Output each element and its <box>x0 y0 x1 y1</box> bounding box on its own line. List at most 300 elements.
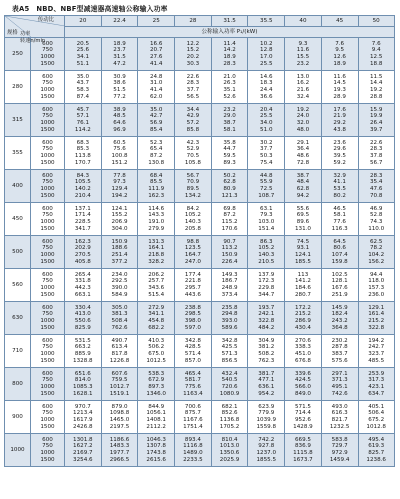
power-cell <box>101 71 138 104</box>
power-value: 164.7 <box>184 252 201 258</box>
power-rating-table <box>4 15 395 467</box>
power-cell <box>138 38 175 71</box>
power-value: 1080.9 <box>219 390 240 397</box>
power-cell <box>65 269 102 302</box>
power-value: 124.1 <box>111 205 128 212</box>
power-value: 155.2 <box>111 212 128 219</box>
power-value: 52.3 <box>149 139 163 146</box>
power-cell <box>248 203 285 236</box>
speed-cell <box>31 203 65 236</box>
power-value: 129.4 <box>111 186 128 192</box>
power-value: 23.2 <box>223 106 236 113</box>
power-cell <box>175 368 212 401</box>
power-value: 952.6 <box>294 417 311 423</box>
power-value: 495.1 <box>331 384 348 390</box>
power-value: 506.2 <box>148 344 165 351</box>
power-cell <box>248 434 285 467</box>
power-value: 1226.8 <box>109 357 130 364</box>
power-value: 508.2 <box>258 351 275 357</box>
power-cell <box>138 203 175 236</box>
ratio-header: 28 <box>175 16 212 27</box>
power-value: 48.5 <box>113 113 126 120</box>
power-value: 443.6 <box>184 291 201 298</box>
power-value: 342.8 <box>221 337 238 344</box>
power-cell <box>321 335 358 368</box>
power-value: 20.2 <box>186 54 200 60</box>
power-value: 102.5 <box>331 271 348 278</box>
speed-value: 1000 <box>40 153 55 159</box>
power-value: 1346.0 <box>146 390 166 397</box>
power-value: 23.6 <box>333 139 346 146</box>
power-value: 1012.8 <box>366 423 386 430</box>
speed-value: 600 <box>42 73 53 80</box>
table-row <box>5 203 395 236</box>
power-value: 104.2 <box>368 252 385 258</box>
power-value: 14.2 <box>223 47 236 54</box>
power-value: 2615.6 <box>146 456 166 463</box>
power-value: 331.8 <box>74 278 91 285</box>
power-value: 1977.7 <box>109 450 130 456</box>
power-value: 485.5 <box>368 357 385 364</box>
power-value: 53.5 <box>333 186 346 192</box>
speed-value: 750 <box>42 344 53 351</box>
power-value: 116.3 <box>331 225 348 232</box>
ratio-header: 31.5 <box>211 16 248 27</box>
power-value: 35.0 <box>76 73 90 80</box>
power-value: 343.6 <box>148 285 165 291</box>
power-value: 45.7 <box>76 106 90 113</box>
power-value: 77.8 <box>113 172 126 179</box>
power-corner-label: 功率 <box>20 31 31 37</box>
power-cell <box>175 302 212 335</box>
power-value: 38.6 <box>113 80 126 87</box>
power-value: 37.8 <box>369 153 383 159</box>
power-value: 85.8 <box>186 126 200 133</box>
power-cell <box>321 368 358 401</box>
power-value: 38.9 <box>113 106 126 113</box>
power-value: 663.1 <box>74 291 91 298</box>
power-value: 810.4 <box>221 436 238 443</box>
speed-cell <box>31 71 65 104</box>
power-value: 897.3 <box>148 384 165 390</box>
power-value: 23.7 <box>113 47 126 54</box>
power-value: 814.0 <box>74 377 91 384</box>
power-value: 675.0 <box>148 351 165 357</box>
power-value: 234.0 <box>111 271 128 278</box>
power-value: 20.7 <box>149 47 163 54</box>
power-value: 1012.5 <box>146 357 166 364</box>
power-value: 123.5 <box>184 245 201 252</box>
power-value: 70.9 <box>186 179 200 186</box>
power-value: 182.4 <box>331 311 348 318</box>
table-row <box>5 38 395 71</box>
table-row <box>5 368 395 401</box>
power-value: 57.1 <box>76 113 90 120</box>
power-value: 742.6 <box>331 390 348 397</box>
power-value: 97.3 <box>113 179 126 186</box>
power-value: 65.4 <box>149 146 163 153</box>
power-value: 151.4 <box>258 225 275 232</box>
power-cell <box>285 335 322 368</box>
power-value: 39.5 <box>333 153 346 159</box>
power-value: 39.7 <box>369 126 383 133</box>
power-value: 9.4 <box>371 47 381 54</box>
power-value: 20.5 <box>76 40 90 47</box>
power-value: 108.7 <box>258 192 275 199</box>
power-cell <box>175 104 212 137</box>
power-value: 17.0 <box>260 54 273 60</box>
speed-value: 1500 <box>40 159 55 166</box>
power-value: 759.5 <box>111 377 128 384</box>
power-value: 21.0 <box>223 73 236 80</box>
power-value: 87.2 <box>223 212 236 219</box>
power-value: 7.6 <box>371 40 381 47</box>
power-value: 162.3 <box>148 192 165 199</box>
power-value: 150.9 <box>111 238 128 245</box>
ratio-header: 35.5 <box>248 16 285 27</box>
power-value: 188.6 <box>111 245 128 252</box>
power-value: 177.4 <box>184 271 201 278</box>
power-value: 251.4 <box>111 252 128 258</box>
power-cell <box>248 335 285 368</box>
power-cell <box>65 71 102 104</box>
power-value: 484.2 <box>258 324 275 331</box>
power-value: 114.2 <box>74 126 91 133</box>
power-value: 171.4 <box>74 212 91 219</box>
power-value: 317.3 <box>368 377 385 384</box>
power-value: 18.8 <box>369 60 383 67</box>
power-value: 272.9 <box>148 304 165 311</box>
power-value: 210.5 <box>258 258 275 265</box>
power-value: 377.2 <box>111 258 128 265</box>
power-value: 2233.5 <box>183 456 203 463</box>
power-value: 37.7 <box>260 146 273 153</box>
power-cell <box>248 236 285 269</box>
power-value: 619.3 <box>368 443 385 450</box>
power-cell <box>101 203 138 236</box>
power-value: 62.5 <box>369 238 383 245</box>
power-value: 228.5 <box>74 219 91 225</box>
power-value: 729.7 <box>331 443 348 450</box>
power-value: 137.9 <box>258 271 275 278</box>
power-value: 663.2 <box>74 344 91 351</box>
power-value: 1559.8 <box>256 423 277 430</box>
power-value: 506.4 <box>368 410 385 417</box>
power-value: 1115.8 <box>293 450 313 456</box>
power-value: 156.2 <box>368 258 385 265</box>
power-value: 87.2 <box>149 153 163 159</box>
power-value: 405.8 <box>74 258 91 265</box>
speed-value: 600 <box>42 436 53 443</box>
power-cell <box>321 137 358 170</box>
size-cell: 800 <box>5 368 31 401</box>
power-value: 2426.8 <box>73 423 93 430</box>
power-value: 720.6 <box>221 384 238 390</box>
power-value: 80.9 <box>223 186 236 192</box>
power-value: 15.9 <box>369 106 383 113</box>
power-value: 167.6 <box>331 285 348 291</box>
power-value: 28.8 <box>369 93 383 100</box>
power-value: 43.8 <box>333 126 346 133</box>
speed-cell <box>31 104 65 137</box>
power-value: 14.4 <box>369 80 383 87</box>
power-value: 779.9 <box>258 410 275 417</box>
power-value: 193.7 <box>258 304 275 311</box>
power-cell <box>358 302 394 335</box>
power-value: 270.5 <box>74 252 91 258</box>
power-value: 700.6 <box>184 403 201 410</box>
ratio-header: 50 <box>358 16 394 27</box>
power-value: 242.7 <box>368 344 385 351</box>
power-cell <box>175 137 212 170</box>
power-cell <box>138 368 175 401</box>
power-value: 14.5 <box>333 80 346 87</box>
power-value: 294.8 <box>221 311 238 318</box>
power-value: 373.4 <box>221 291 238 298</box>
power-cell <box>211 269 248 302</box>
power-value: 425.5 <box>221 344 238 351</box>
power-value: 206.9 <box>111 219 128 225</box>
power-value: 292.5 <box>111 278 128 285</box>
power-value: 405.1 <box>368 403 385 410</box>
speed-value: 600 <box>42 172 53 179</box>
power-value: 62.8 <box>223 179 236 186</box>
power-value: 137.1 <box>74 205 91 212</box>
power-value: 22.6 <box>369 139 383 146</box>
power-value: 29.1 <box>296 139 310 146</box>
power-cell <box>285 170 322 203</box>
power-value: 24.8 <box>149 73 163 80</box>
power-value: 844.9 <box>148 403 165 410</box>
power-value: 1186.6 <box>109 436 130 443</box>
power-cell <box>358 104 394 137</box>
power-cell <box>138 236 175 269</box>
power-value: 157.3 <box>368 285 385 291</box>
speed-value: 750 <box>42 179 53 186</box>
power-value: 714.4 <box>294 410 311 417</box>
power-cell <box>248 368 285 401</box>
power-value: 164.1 <box>148 245 165 252</box>
power-value: 1673.7 <box>293 456 313 463</box>
table-row <box>5 335 395 368</box>
power-cell <box>138 434 175 467</box>
power-value: 96.9 <box>113 126 126 133</box>
power-value: 238.8 <box>184 304 201 311</box>
power-value: 571.5 <box>294 403 311 410</box>
power-value: 248.9 <box>221 285 238 291</box>
power-value: 24.4 <box>260 87 273 93</box>
power-value: 150.9 <box>221 252 238 258</box>
table-row <box>5 71 395 104</box>
power-value: 25.5 <box>260 113 273 120</box>
power-value: 15.5 <box>296 54 310 60</box>
power-value: 103.0 <box>258 219 275 225</box>
speed-value: 1000 <box>40 219 55 225</box>
power-value: 215.2 <box>368 318 385 324</box>
power-value: 430.4 <box>294 324 311 331</box>
power-cell <box>138 170 175 203</box>
power-value: 583.8 <box>331 436 348 443</box>
power-cell <box>211 434 248 467</box>
power-value: 298.5 <box>184 311 201 318</box>
speed-value: 750 <box>42 212 53 219</box>
speed-value: 750 <box>42 146 53 153</box>
power-value: 46.5 <box>333 205 346 212</box>
power-value: 1465.0 <box>109 417 130 423</box>
power-value: 85.5 <box>149 179 163 186</box>
power-value: 84.2 <box>186 205 200 212</box>
power-value: 381.2 <box>258 344 275 351</box>
power-value: 597.0 <box>184 324 201 331</box>
power-value: 1483.3 <box>109 443 130 450</box>
power-value: 9.3 <box>298 40 308 47</box>
power-value: 52.8 <box>369 212 383 219</box>
power-value: 675.2 <box>368 417 385 423</box>
power-value: 927.8 <box>258 443 275 450</box>
power-value: 98.8 <box>186 238 200 245</box>
power-value: 50.3 <box>260 153 273 159</box>
power-value: 762.3 <box>258 357 275 364</box>
power-value: 172.3 <box>258 278 275 285</box>
power-value: 58.1 <box>333 212 346 219</box>
speed-value: 750 <box>42 278 53 285</box>
power-value: 32.9 <box>333 172 346 179</box>
power-value: 56.5 <box>186 93 200 100</box>
power-value: 15.2 <box>186 47 200 54</box>
power-value: 304.0 <box>111 225 128 232</box>
power-value: 398.0 <box>184 318 201 324</box>
speed-value: 750 <box>42 47 53 54</box>
power-value: 270.6 <box>294 337 311 344</box>
speed-value: 1500 <box>40 324 55 331</box>
power-cell <box>285 137 322 170</box>
speed-value: 1500 <box>40 93 55 100</box>
speed-cell <box>31 434 65 467</box>
power-value: 742.2 <box>258 436 275 443</box>
speed-value: 1500 <box>40 291 55 298</box>
power-value: 1013.0 <box>219 443 240 450</box>
power-value: 215.2 <box>294 311 311 318</box>
power-value: 16.2 <box>296 80 310 87</box>
power-value: 1627.2 <box>73 443 93 450</box>
power-value: 265.4 <box>74 271 91 278</box>
power-value: 68.3 <box>76 139 90 146</box>
power-value: 84.3 <box>76 172 90 179</box>
power-value: 253.9 <box>368 370 385 377</box>
power-cell <box>248 71 285 104</box>
power-value: 226.4 <box>221 258 238 265</box>
power-value: 1213.4 <box>73 410 93 417</box>
power-value: 184.6 <box>294 285 311 291</box>
speed-cell <box>31 368 65 401</box>
power-value: 304.9 <box>258 337 275 344</box>
speed-value: 1500 <box>40 60 55 67</box>
power-value: 28.3 <box>223 60 236 67</box>
power-value: 775.6 <box>184 384 201 390</box>
power-value: 852.6 <box>221 410 238 417</box>
power-value: 1428.9 <box>293 423 313 430</box>
power-cell <box>65 137 102 170</box>
speed-value: 600 <box>42 106 53 113</box>
power-value: 242.1 <box>258 311 275 318</box>
power-cell <box>358 137 394 170</box>
power-value: 14.6 <box>260 73 273 80</box>
power-value: 825.7 <box>368 450 385 456</box>
power-value: 50.2 <box>223 172 236 179</box>
power-value: 1408.1 <box>146 417 166 423</box>
power-value: 36.4 <box>296 146 310 153</box>
speed-cell <box>31 401 65 434</box>
size-cell: 900 <box>5 401 31 434</box>
power-value: 825.9 <box>74 324 91 331</box>
power-value: 35.0 <box>149 106 163 113</box>
power-value: 1012.7 <box>109 384 130 390</box>
table-row <box>5 104 395 137</box>
power-value: 29.2 <box>333 120 346 126</box>
power-value: 338.3 <box>294 344 311 351</box>
power-value: 1167.6 <box>183 417 203 423</box>
power-value: 159.8 <box>331 258 348 265</box>
power-value: 52.9 <box>186 146 200 153</box>
power-value: 25.6 <box>76 47 90 54</box>
power-value: 972.9 <box>331 450 348 456</box>
power-value: 540.5 <box>221 377 238 384</box>
power-value: 1136.8 <box>219 417 240 423</box>
size-cell: 250 <box>5 38 31 71</box>
power-value: 47.6 <box>369 186 383 192</box>
speed-value: 750 <box>42 410 53 417</box>
power-value: 59.2 <box>333 159 346 166</box>
power-value: 51.5 <box>113 87 126 93</box>
power-value: 286.9 <box>294 318 311 324</box>
power-value: 589.6 <box>221 324 238 331</box>
power-value: 26.4 <box>369 120 383 126</box>
power-cell <box>248 401 285 434</box>
power-value: 676.8 <box>294 357 311 364</box>
power-value: 856.5 <box>221 357 238 364</box>
power-value: 30.3 <box>186 60 200 67</box>
speed-cell <box>31 170 65 203</box>
speed-value: 1500 <box>40 258 55 265</box>
power-value: 74.5 <box>296 238 310 245</box>
table-body <box>5 38 395 467</box>
power-cell <box>211 401 248 434</box>
power-cell <box>211 368 248 401</box>
power-value: 1056.1 <box>146 410 166 417</box>
power-cell <box>175 434 212 467</box>
size-cell: 355 <box>5 137 31 170</box>
power-value: 194.2 <box>368 337 385 344</box>
power-value: 490.7 <box>111 337 128 344</box>
power-value: 202.9 <box>74 245 91 252</box>
power-cell <box>65 104 102 137</box>
power-cell <box>358 335 394 368</box>
power-value: 857.0 <box>184 357 201 364</box>
power-value: 581.7 <box>184 377 201 384</box>
header-row-ratios <box>5 16 395 27</box>
power-value: 113.2 <box>221 245 238 252</box>
power-value: 1628.1 <box>73 390 93 397</box>
power-value: 55.9 <box>260 179 273 186</box>
power-value: 432.4 <box>221 370 238 377</box>
power-value: 143.3 <box>148 212 165 219</box>
power-value: 89.5 <box>186 186 200 192</box>
power-cell <box>358 236 394 269</box>
power-value: 13.0 <box>296 73 310 80</box>
power-cell <box>175 203 212 236</box>
power-value: 56.7 <box>186 172 200 179</box>
power-value: 393.0 <box>221 318 238 324</box>
